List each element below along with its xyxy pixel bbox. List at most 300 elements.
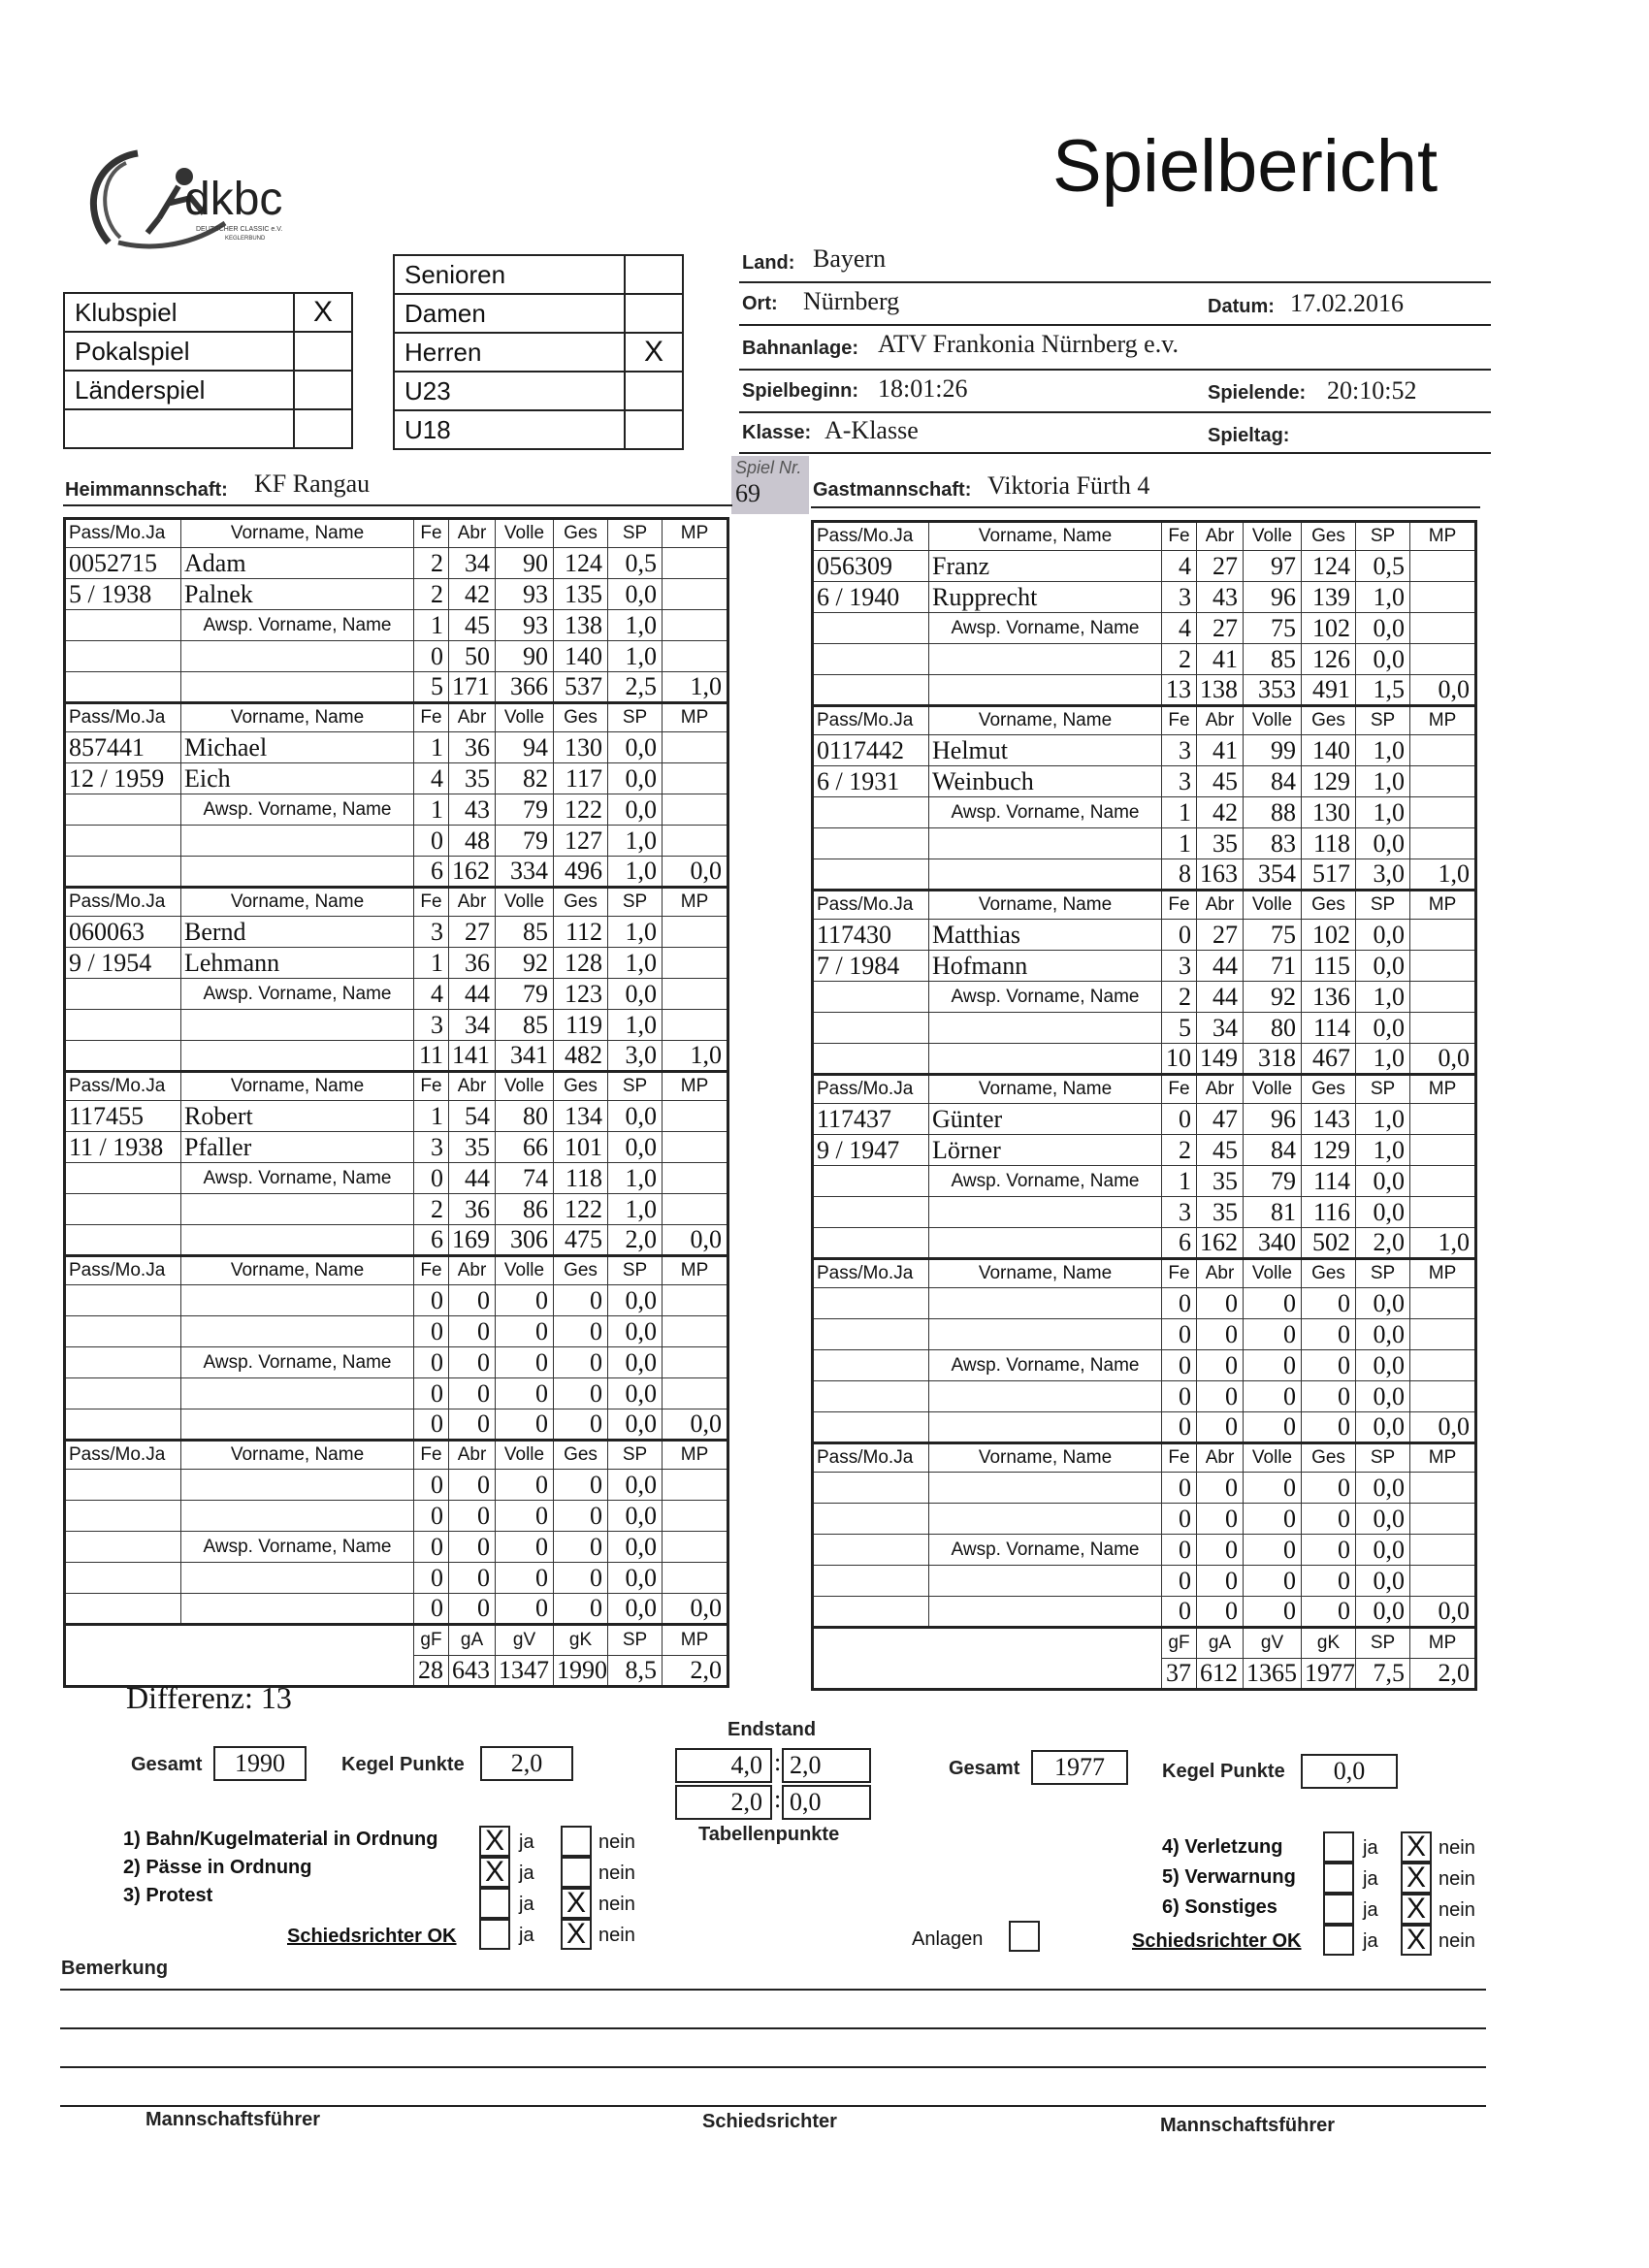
player-first-name	[929, 1288, 1162, 1319]
col-header-pass: Pass/Mo.Ja	[65, 1441, 181, 1470]
lane-fe: 1	[414, 948, 449, 979]
total-volle: 353	[1244, 675, 1302, 706]
total-ges: 491	[1302, 675, 1356, 706]
match-type-mark	[294, 409, 352, 448]
col-header-pass: Pass/Mo.Ja	[813, 706, 929, 735]
lane-ges: 0	[554, 1563, 608, 1594]
lane-ges: 124	[1302, 551, 1356, 582]
player-pass-number: 060063	[65, 917, 181, 948]
lane-fe: 0	[1162, 1473, 1197, 1504]
home-kegel-value: 2,0	[480, 1746, 573, 1781]
total-sp: 1,5	[1356, 675, 1410, 706]
lane-volle: 0	[496, 1378, 554, 1409]
lane-row	[813, 735, 1476, 766]
player-total-row	[813, 1044, 1476, 1075]
col-header-abr: Abr	[1197, 522, 1244, 551]
total-mp: 0,0	[663, 1594, 728, 1625]
lane-sp: 0,0	[608, 1563, 663, 1594]
lane-row	[813, 1381, 1476, 1412]
lane-volle: 96	[1244, 1104, 1302, 1135]
ja-label: ja	[1363, 1837, 1378, 1859]
substitute-name	[181, 1378, 414, 1409]
check-verwarnung-ja[interactable]	[1323, 1863, 1354, 1894]
total-sp: 0,0	[608, 1594, 663, 1625]
dkbc-logo	[70, 136, 322, 262]
match-type-laenderspiel: Länderspiel	[64, 371, 294, 409]
empty-cell	[65, 672, 181, 703]
lane-row	[813, 1504, 1476, 1535]
check-paesse-ja[interactable]: X	[479, 1857, 510, 1888]
check-schiri-right-nein[interactable]: X	[1401, 1925, 1432, 1956]
empty-cell	[65, 641, 181, 672]
check-sonstiges-nein[interactable]: X	[1401, 1894, 1432, 1925]
check-schiri-right-ja[interactable]	[1323, 1925, 1354, 1956]
block-header-row	[65, 1256, 728, 1285]
lane-row	[813, 644, 1476, 675]
total-volle: 0	[1244, 1412, 1302, 1443]
lane-row	[813, 1319, 1476, 1350]
total-fe: 0	[414, 1409, 449, 1441]
anlagen-checkbox[interactable]	[1009, 1921, 1040, 1952]
lane-row	[65, 641, 728, 672]
empty-cell	[813, 1013, 929, 1044]
player-last-name	[181, 1501, 414, 1532]
lane-ges: 124	[554, 548, 608, 579]
lane-abr: 44	[1197, 951, 1244, 982]
empty-cell	[929, 1412, 1162, 1443]
total-sp: 2,5	[608, 672, 663, 703]
lane-row	[65, 1132, 728, 1163]
category-senioren: Senioren	[394, 255, 625, 294]
total-fe: 5	[414, 672, 449, 703]
endstand-home: 4,0	[675, 1748, 772, 1783]
guest-kegel-value: 0,0	[1301, 1754, 1398, 1789]
player-total-row	[65, 1409, 728, 1441]
total-fe: 6	[414, 1225, 449, 1256]
empty-cell	[663, 579, 728, 610]
check-paesse-nein[interactable]	[561, 1857, 592, 1888]
col-header-pass: Pass/Mo.Ja	[813, 1075, 929, 1104]
lane-abr: 0	[449, 1378, 496, 1409]
endstand-label: Endstand	[728, 1719, 817, 1740]
lane-row	[65, 763, 728, 794]
col-header-ges: Ges	[554, 1072, 608, 1101]
lane-sp: 1,0	[1356, 1104, 1410, 1135]
empty-cell	[1410, 1013, 1476, 1044]
lane-row	[65, 1563, 728, 1594]
player-last-name: Lörner	[929, 1135, 1162, 1166]
total-fe: 13	[1162, 675, 1197, 706]
ja-label: ja	[519, 1894, 534, 1915]
home-gesamt-label: Gesamt	[131, 1754, 203, 1775]
check-schiri-left-ja[interactable]	[479, 1919, 510, 1950]
lane-sp: 0,0	[608, 1347, 663, 1378]
nein-label: nein	[1439, 1899, 1475, 1921]
lane-row	[65, 1532, 728, 1563]
lane-abr: 44	[449, 1163, 496, 1194]
empty-cell	[65, 1563, 181, 1594]
total-abr: 0	[1197, 1597, 1244, 1628]
lane-abr: 45	[1197, 766, 1244, 797]
total-ges: 502	[1302, 1228, 1356, 1259]
lane-abr: 34	[449, 1010, 496, 1041]
check-verwarnung-nein[interactable]: X	[1401, 1863, 1432, 1894]
check-bahn-nein[interactable]	[561, 1826, 592, 1857]
block-header-row	[65, 888, 728, 917]
check-bahn-ja[interactable]: X	[479, 1826, 510, 1857]
col-header-fe: Fe	[1162, 1259, 1197, 1288]
lane-fe: 3	[414, 1132, 449, 1163]
empty-cell	[1410, 828, 1476, 859]
match-type-pokalspiel: Pokalspiel	[64, 332, 294, 371]
col-header-volle: Volle	[496, 1441, 554, 1470]
col-header-abr: Abr	[1197, 1259, 1244, 1288]
lane-fe: 0	[414, 1316, 449, 1347]
lane-ges: 140	[554, 641, 608, 672]
empty-cell	[663, 794, 728, 826]
player-total-row	[65, 1225, 728, 1256]
lane-row	[813, 982, 1476, 1013]
empty-cell	[65, 826, 181, 857]
lane-abr: 47	[1197, 1104, 1244, 1135]
bemerkung-line	[60, 1989, 1486, 1991]
lane-ges: 130	[1302, 797, 1356, 828]
lane-sp: 0,0	[608, 1101, 663, 1132]
lane-abr: 0	[449, 1470, 496, 1501]
empty-cell	[1410, 1381, 1476, 1412]
ja-label: ja	[519, 1925, 534, 1946]
lane-volle: 75	[1244, 920, 1302, 951]
block-header-row	[813, 1259, 1476, 1288]
total-sp: 1,0	[608, 857, 663, 888]
lane-row	[65, 1501, 728, 1532]
empty-cell	[663, 979, 728, 1010]
lane-abr: 0	[1197, 1350, 1244, 1381]
empty-cell	[1410, 920, 1476, 951]
player-birth-month-year: 9 / 1954	[65, 948, 181, 979]
substitute-name	[929, 1013, 1162, 1044]
col-header-sp: SP	[1356, 1259, 1410, 1288]
match-type-empty	[64, 409, 294, 448]
lane-sp: 0,0	[608, 1532, 663, 1563]
lane-sp: 0,0	[608, 763, 663, 794]
lane-abr: 27	[1197, 551, 1244, 582]
lane-ges: 102	[1302, 613, 1356, 644]
empty-cell	[1410, 582, 1476, 613]
col-header-mp: MP	[1410, 522, 1476, 551]
lane-sp: 1,0	[1356, 766, 1410, 797]
bemerkung-line	[60, 2027, 1486, 2029]
empty-cell	[1410, 551, 1476, 582]
col-header-pass: Pass/Mo.Ja	[813, 1259, 929, 1288]
lane-row	[813, 551, 1476, 582]
col-header-sp: SP	[1356, 706, 1410, 735]
col-header-pass: Pass/Mo.Ja	[65, 1256, 181, 1285]
player-first-name: Günter	[929, 1104, 1162, 1135]
col-header-mp: MP	[663, 1256, 728, 1285]
lane-volle: 90	[496, 548, 554, 579]
tabellen-home: 2,0	[675, 1785, 772, 1820]
lane-fe: 0	[414, 1470, 449, 1501]
check-sonstiges-ja[interactable]	[1323, 1894, 1354, 1925]
spiel-nr-value: 69	[735, 479, 760, 507]
ort-label: Ort:	[742, 293, 778, 314]
lane-sp: 1,0	[608, 610, 663, 641]
empty-cell	[663, 1501, 728, 1532]
category-mark	[625, 294, 683, 333]
lane-fe: 0	[414, 1563, 449, 1594]
lane-row	[65, 732, 728, 763]
guest-team-label: Gastmannschaft:	[813, 479, 972, 501]
total-volle: 306	[496, 1225, 554, 1256]
empty-cell	[65, 1378, 181, 1409]
substitute-name	[181, 641, 414, 672]
lane-volle: 97	[1244, 551, 1302, 582]
lane-abr: 35	[1197, 1197, 1244, 1228]
lane-ges: 118	[1302, 828, 1356, 859]
lane-volle: 92	[1244, 982, 1302, 1013]
lane-sp: 0,5	[1356, 551, 1410, 582]
substitute-name	[181, 826, 414, 857]
lane-abr: 0	[1197, 1381, 1244, 1412]
block-header-row	[813, 1075, 1476, 1104]
check-schiri-left-label: Schiedsrichter OK	[287, 1926, 457, 1947]
col-header-pass: Pass/Mo.Ja	[65, 519, 181, 548]
total-volle: 340	[1244, 1228, 1302, 1259]
lane-volle: 0	[1244, 1319, 1302, 1350]
lane-abr: 43	[1197, 582, 1244, 613]
lane-abr: 27	[1197, 920, 1244, 951]
match-type-mark: X	[294, 293, 352, 332]
lane-abr: 0	[449, 1285, 496, 1316]
lane-ges: 0	[1302, 1566, 1356, 1597]
player-last-name: Eich	[181, 763, 414, 794]
col-header-substitute: Awsp. Vorname, Name	[929, 797, 1162, 828]
total-abr: 171	[449, 672, 496, 703]
lane-row	[65, 1347, 728, 1378]
empty-cell	[929, 675, 1162, 706]
lane-ges: 0	[554, 1470, 608, 1501]
lane-row	[813, 582, 1476, 613]
lane-abr: 36	[449, 1194, 496, 1225]
lane-ges: 130	[554, 732, 608, 763]
lane-volle: 0	[496, 1285, 554, 1316]
total-fe: 10	[1162, 1044, 1197, 1075]
total-fe: 8	[1162, 859, 1197, 891]
lane-fe: 2	[414, 548, 449, 579]
lane-row	[65, 917, 728, 948]
nein-label: nein	[598, 1894, 635, 1915]
empty-cell	[1410, 797, 1476, 828]
summary-header-gk: gK	[1302, 1628, 1356, 1659]
empty-cell	[181, 672, 414, 703]
total-ges: 496	[554, 857, 608, 888]
col-header-name: Vorname, Name	[929, 706, 1162, 735]
lane-row	[65, 1470, 728, 1501]
lane-ges: 114	[1302, 1166, 1356, 1197]
player-last-name	[181, 1316, 414, 1347]
lane-fe: 4	[1162, 551, 1197, 582]
bahnanlage-label: Bahnanlage:	[742, 338, 859, 359]
empty-cell	[663, 732, 728, 763]
bahnanlage-value: ATV Frankonia Nürnberg e.v.	[878, 330, 1180, 358]
total-ges: 0	[554, 1409, 608, 1441]
summary-header-gk: gK	[554, 1625, 608, 1656]
spielbeginn-value: 18:01:26	[878, 374, 968, 403]
lane-abr: 48	[449, 826, 496, 857]
check-schiri-left-nein[interactable]: X	[561, 1919, 592, 1950]
lane-abr: 41	[1197, 644, 1244, 675]
lane-abr: 42	[449, 579, 496, 610]
col-header-abr: Abr	[1197, 891, 1244, 920]
guest-players-table	[811, 520, 1477, 1691]
lane-sp: 0,5	[608, 548, 663, 579]
spiel-nr-box	[731, 456, 809, 514]
player-total-row	[65, 672, 728, 703]
col-header-fe: Fe	[414, 1072, 449, 1101]
player-first-name: Robert	[181, 1101, 414, 1132]
block-header-row	[813, 891, 1476, 920]
lane-fe: 0	[1162, 1566, 1197, 1597]
lane-ges: 128	[554, 948, 608, 979]
guest-gesamt-value: 1977	[1031, 1750, 1128, 1785]
block-header-row	[813, 522, 1476, 551]
logo-subtext: DEUTSCHER CLASSIC e.V.	[196, 226, 283, 233]
lane-sp: 0,0	[608, 1378, 663, 1409]
total-volle: 318	[1244, 1044, 1302, 1075]
empty-cell	[813, 1350, 929, 1381]
match-type-klubspiel: Klubspiel	[64, 293, 294, 332]
col-header-substitute: Awsp. Vorname, Name	[181, 979, 414, 1010]
lane-abr: 36	[449, 732, 496, 763]
empty-cell	[813, 859, 929, 891]
lane-volle: 94	[496, 732, 554, 763]
lane-sp: 0,0	[1356, 1319, 1410, 1350]
check-paesse-label: 2) Pässe in Ordnung	[123, 1857, 312, 1878]
col-header-fe: Fe	[1162, 1075, 1197, 1104]
total-mp: 1,0	[1410, 1228, 1476, 1259]
empty-cell	[929, 859, 1162, 891]
col-header-volle: Volle	[1244, 1075, 1302, 1104]
total-sp: 0,0	[608, 1409, 663, 1441]
total-sp: 2,0	[608, 1225, 663, 1256]
tabellen-guest: 0,0	[782, 1785, 871, 1820]
col-header-pass: Pass/Mo.Ja	[65, 1072, 181, 1101]
check-protest-nein[interactable]: X	[561, 1888, 592, 1919]
player-total-row	[65, 857, 728, 888]
lane-sp: 0,0	[608, 979, 663, 1010]
substitute-name	[181, 1010, 414, 1041]
empty-cell	[663, 1347, 728, 1378]
lane-row	[65, 579, 728, 610]
summary-gf: 28	[414, 1656, 449, 1687]
col-header-substitute: Awsp. Vorname, Name	[929, 982, 1162, 1013]
lane-ges: 139	[1302, 582, 1356, 613]
lane-volle: 86	[496, 1194, 554, 1225]
player-pass-number	[65, 1285, 181, 1316]
check-protest-ja[interactable]	[479, 1888, 510, 1919]
lane-ges: 123	[554, 979, 608, 1010]
lane-ges: 135	[554, 579, 608, 610]
spielende-value: 20:10:52	[1327, 376, 1417, 405]
lane-sp: 0,0	[1356, 1013, 1410, 1044]
lane-volle: 0	[496, 1316, 554, 1347]
lane-fe: 3	[414, 1010, 449, 1041]
summary-gk: 1977	[1302, 1659, 1356, 1690]
lane-fe: 0	[1162, 1381, 1197, 1412]
tabellen-colon: :	[774, 1785, 782, 1813]
summary-header-gf: gF	[1162, 1628, 1197, 1659]
lane-abr: 34	[449, 548, 496, 579]
category-u18: U18	[394, 410, 625, 449]
lane-fe: 1	[1162, 797, 1197, 828]
lane-ges: 101	[554, 1132, 608, 1163]
block-header-row	[813, 1443, 1476, 1473]
empty-cell	[1410, 1319, 1476, 1350]
empty-cell	[813, 1228, 929, 1259]
nein-label: nein	[1439, 1930, 1475, 1952]
lane-fe: 3	[1162, 582, 1197, 613]
col-header-ges: Ges	[554, 1256, 608, 1285]
total-abr: 163	[1197, 859, 1244, 891]
summary-header-row	[813, 1628, 1476, 1659]
total-mp: 0,0	[663, 857, 728, 888]
category-herren: Herren	[394, 333, 625, 372]
summary-row	[813, 1659, 1476, 1690]
lane-sp: 0,0	[1356, 1504, 1410, 1535]
total-ges: 467	[1302, 1044, 1356, 1075]
spieltag-label: Spieltag:	[1208, 425, 1290, 446]
lane-abr: 0	[1197, 1473, 1244, 1504]
lane-row	[813, 1350, 1476, 1381]
player-pass-number: 857441	[65, 732, 181, 763]
lane-ges: 0	[554, 1532, 608, 1563]
col-header-fe: Fe	[414, 1256, 449, 1285]
col-header-substitute: Awsp. Vorname, Name	[929, 613, 1162, 644]
category-mark	[625, 255, 683, 294]
col-header-fe: Fe	[414, 703, 449, 732]
check-verletzung-ja[interactable]	[1323, 1831, 1354, 1863]
total-ges: 475	[554, 1225, 608, 1256]
player-last-name: Palnek	[181, 579, 414, 610]
lane-volle: 82	[496, 763, 554, 794]
col-header-volle: Volle	[496, 1072, 554, 1101]
lane-volle: 80	[1244, 1013, 1302, 1044]
lane-sp: 0,0	[608, 1285, 663, 1316]
col-header-fe: Fe	[414, 1441, 449, 1470]
total-sp: 1,0	[1356, 1044, 1410, 1075]
empty-cell	[813, 797, 929, 828]
check-verletzung-nein[interactable]: X	[1401, 1831, 1432, 1863]
total-abr: 138	[1197, 675, 1244, 706]
empty-cell	[1410, 1473, 1476, 1504]
lane-ges: 0	[1302, 1535, 1356, 1566]
lane-fe: 3	[1162, 735, 1197, 766]
nein-label: nein	[598, 1831, 635, 1853]
lane-abr: 0	[449, 1532, 496, 1563]
lane-abr: 35	[1197, 828, 1244, 859]
lane-volle: 0	[496, 1501, 554, 1532]
total-abr: 0	[449, 1409, 496, 1441]
lane-volle: 0	[496, 1532, 554, 1563]
lane-volle: 0	[1244, 1535, 1302, 1566]
empty-cell	[663, 1194, 728, 1225]
empty-cell	[65, 857, 181, 888]
col-header-volle: Volle	[1244, 891, 1302, 920]
nein-label: nein	[598, 1863, 635, 1884]
col-header-mp: MP	[1410, 891, 1476, 920]
total-abr: 169	[449, 1225, 496, 1256]
